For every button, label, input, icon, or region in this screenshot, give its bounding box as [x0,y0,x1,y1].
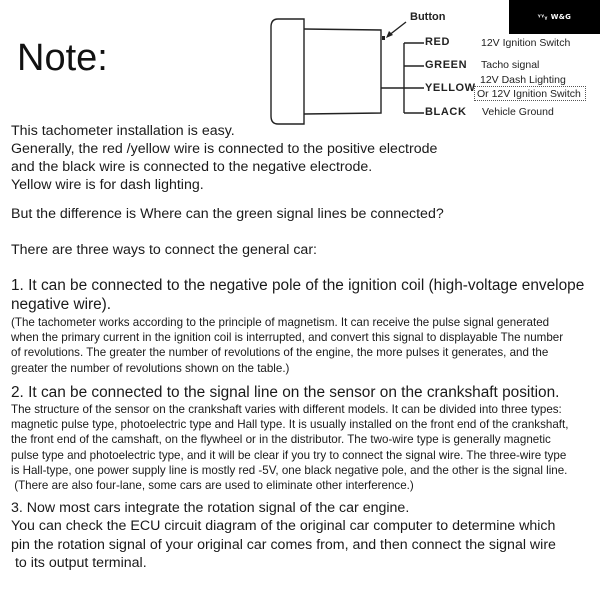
method-1 [11,276,584,376]
method-3-detail-line: to its output terminal. [11,554,147,571]
intro-paragraph [11,122,437,194]
gauge-bezel [271,19,304,124]
wire-desc-red: 12V Ignition Switch [481,37,571,49]
note-title: Note: [17,37,108,79]
method-2-detail-line: the front end of the camshaft, on the flywheel or in the distributor. The two-wire type is generally magnetic [11,433,551,447]
method-1-detail-line: of revolutions. The greater the number of revolutions of the engine, the more pulses it generates, and the [11,346,549,360]
method-2-detail-line: (There are also four-lane, some cars are used to eliminate other interference.) [11,479,414,493]
method-3-detail-line: pin the rotation signal of your original car comes from, and then connect the signal wire [11,536,556,553]
button-label: Button [410,11,446,23]
method-3 [11,499,556,572]
wire-label-black: BLACK [425,106,467,118]
wire-label-red: RED [425,36,451,48]
method-1-detail-line: when the primary current in the ignition coil is interrupted, and convert this signal to displayable The number [11,331,564,345]
question-text: But the difference is Where can the green signal lines be connected? [11,206,444,222]
method-2-detail-line: magnetic pulse type, photoelectric type and Hall type. It is usually installed on the front end of the crankshaft, [11,418,569,432]
method-2-heading-line: 2. It can be connected to the signal line on the sensor on the crankshaft position. [11,384,560,401]
method-1-detail [11,315,584,376]
wire-label-green: GREEN [425,59,468,71]
method-2-detail-line: is Hall-type, one power supply line is mostly red -5V, one black negative pole, and the other is the signal line. [11,463,568,477]
logo-mark-icon: ᵞᵞᵧ [537,13,548,21]
wire-desc-green: Tacho signal [481,59,540,71]
method-3-detail-line: You can check the ECU circuit diagram of the original car computer to determine which [11,518,556,535]
intro-line: and the black wire is connected to the negative electrode. [11,159,373,175]
method-1-detail-line: (The tachometer works according to the principle of magnetism. It can receive the pulse signal generated [11,316,550,329]
method-2-heading [11,383,568,402]
method-2-detail [11,402,568,493]
ways-intro-text: There are three ways to connect the general car: [11,242,317,258]
wire-desc-yellow: 12V Dash Lighting [480,74,566,86]
logo-text: W&G [550,13,572,21]
intro-line: Generally, the red /yellow wire is connected to the positive electrode [11,141,438,157]
method-2-detail-line: pulse type and photoelectric type, and it will be clear if you try to connect the signal wire. The three-wire type [11,448,567,462]
method-1-heading [11,276,584,314]
wire-desc-yellow-alt: Or 12V Ignition Switch [474,86,586,101]
intro-line: This tachometer installation is easy. [11,123,235,139]
button-icon [382,36,385,40]
method-1-heading-line: 1. It can be connected to the negative pole of the ignition coil (high-voltage envelope [11,277,585,294]
method-2 [11,383,568,493]
intro-line: Yellow wire is for dash lighting. [11,177,204,193]
method-3-heading-line: 3. Now most cars integrate the rotation signal of the car engine. [11,500,410,516]
gauge-body [304,29,381,114]
method-1-heading-line: negative wire). [11,296,112,313]
method-2-detail-line: The structure of the sensor on the crankshaft varies with different models. It can be divided into three types: [11,403,562,416]
method-1-detail-line: greater the number of revolutions shown on the table.) [11,361,290,375]
wire-label-yellow: YELLOW [425,82,476,94]
wire-desc-black: Vehicle Ground [482,106,554,118]
